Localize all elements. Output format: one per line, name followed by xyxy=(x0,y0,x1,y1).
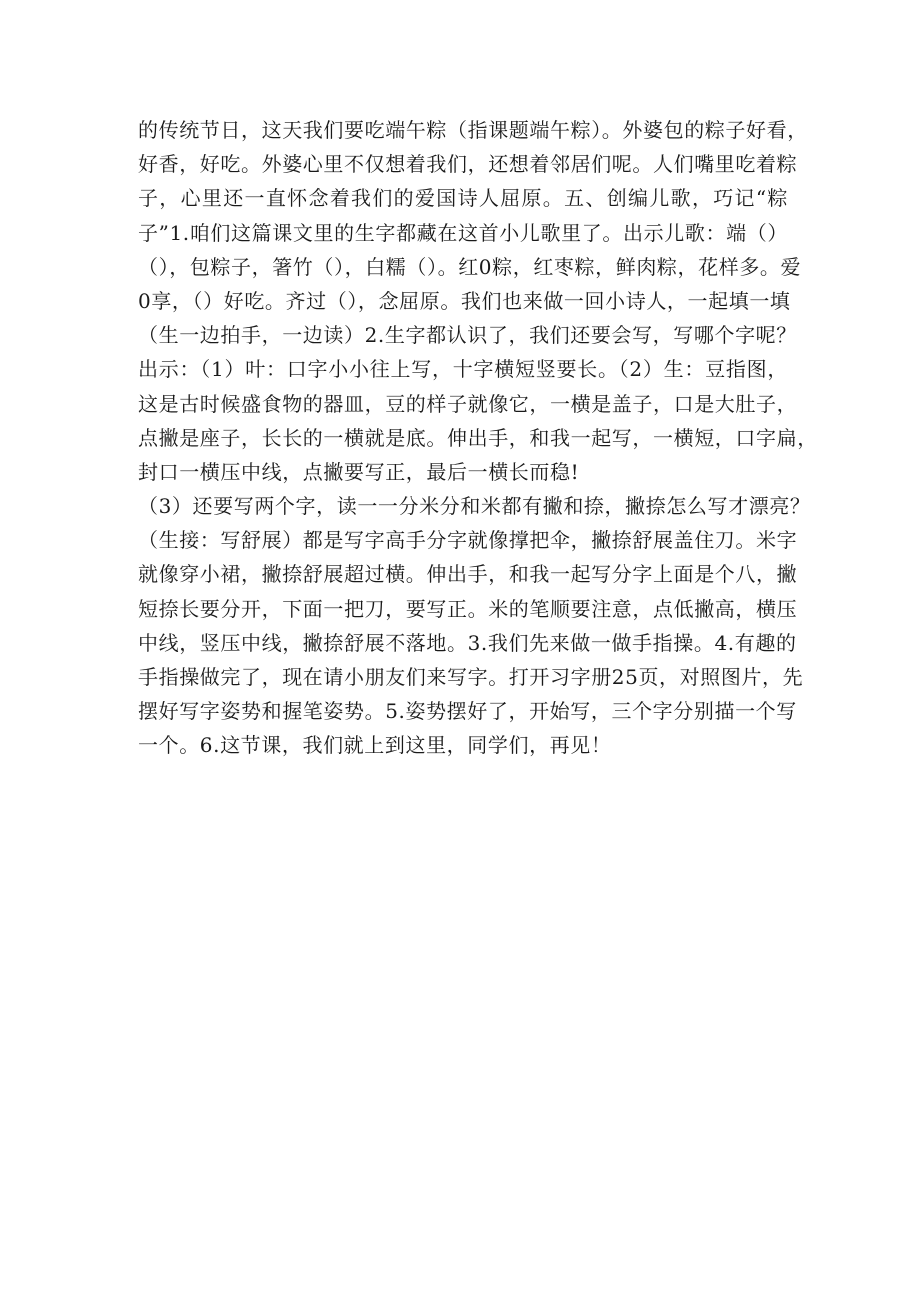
text-line: （生接：写舒展）都是写字高手分字就像撑把伞，撇捺舒展盖住刀。米字 xyxy=(138,528,798,553)
text-line: 这是古时候盛食物的器皿，豆的样子就像它，一横是盖子，口是大肚子， xyxy=(138,391,798,416)
text-line: 子”1.咱们这篇课文里的生字都藏在这首小儿歌里了。出示儿歌：端（） xyxy=(138,220,788,245)
text-line: 的传统节日，这天我们要吃端午粽（指课题端午粽）。外婆包的粽子好看， xyxy=(138,118,808,142)
text-line: （），包粽子，箸竹（），白糯（）。红0粽，红枣粽，鲜肉粽，花样多。爱 xyxy=(138,254,802,279)
text-line: 子，心里还一直怀念着我们的爱国诗人屈原。五、创编儿歌，巧记“粽 xyxy=(138,186,788,211)
text-line: 摆好写字姿势和握笔姿势。5.姿势摆好了，开始写，三个字分别描一个写 xyxy=(138,699,797,724)
text-line: 中线，竖压中线，撇捺舒展不落地。3.我们先来做一做手指操。4.有趣的 xyxy=(138,630,797,655)
text-line: 手指操做完了，现在请小朋友们来写字。打开习字册25页，对照图片，先 xyxy=(138,665,804,689)
body-text xyxy=(138,113,818,763)
text-line: （3）还要写两个字，读一一分米分和米都有撇和捺，撇捺怎么写才漂亮？ xyxy=(138,494,811,519)
text-line: 点撇是座子，长长的一横就是底。伸出手，和我一起写，一横短，口字扁， xyxy=(138,425,818,450)
text-line: 0享，（）好吃。齐过（），念屈原。我们也来做一回小诗人，一起填一填 xyxy=(138,288,791,313)
text-line: 封口一横压中线，点撇要写正，最后一横长而稳! xyxy=(138,459,580,484)
text-line: 就像穿小裙，撇捺舒展超过横。伸出手，和我一起写分字上面是个八，撇 xyxy=(138,562,798,587)
text-line: 一个。6.这节课，我们就上到这里，同学们，再见！ xyxy=(138,733,612,758)
text-line: 短捺长要分开，下面一把刀，要写正。米的笔顺要注意，点低撇高，横压 xyxy=(138,596,798,621)
text-line: 好香，好吃。外婆心里不仅想着我们，还想着邻居们呢。人们嘴里吃着粽 xyxy=(138,152,798,177)
text-line: 出示：（1）叶：口字小小往上写，十字横短竖要长。（2）生：豆指图， xyxy=(138,357,788,382)
text-line: （生一边拍手，一边读）2.生字都认识了，我们还要会写，写哪个字呢？ xyxy=(138,323,797,348)
